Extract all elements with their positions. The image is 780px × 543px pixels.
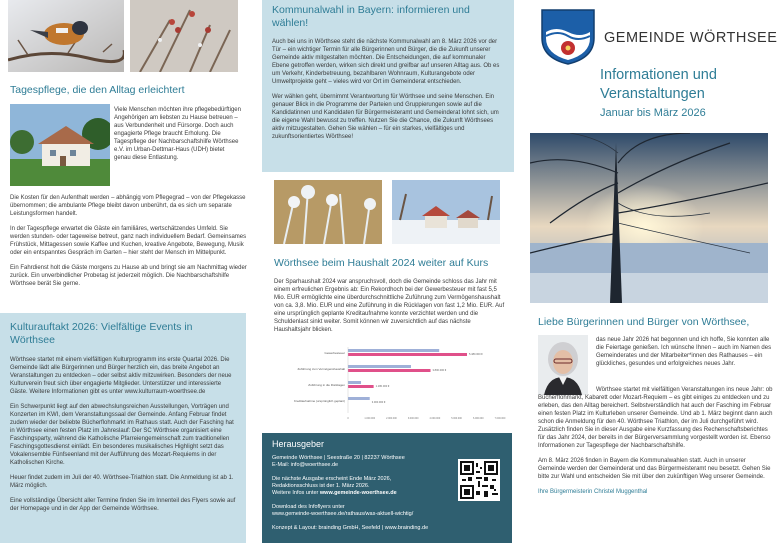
- winter-lake-photo: [530, 133, 768, 303]
- flyer-title: [600, 66, 770, 121]
- qr-code[interactable]: [458, 459, 500, 501]
- chart-tick-label: 3.000.000: [407, 417, 419, 420]
- tagespflege-paragraph: Die Kosten für den Aufenthalt werden – abhängig vom Pflegegrad – von der Pflegekasse übernommen; die ambulante Pflege bleibt davon unberührt, da es sich um separate Leistungsformen handelt.: [10, 195, 246, 217]
- tagespflege-title: Tagespflege, die den Alltag erleichtert: [10, 84, 185, 96]
- herausgeber-box: [262, 433, 512, 543]
- tagespflege-body: [10, 194, 248, 295]
- chart-category-label: Kreditaufnahme (ursprünglich geplant): [293, 399, 345, 403]
- download-link[interactable]: www.gemeinde-woerthsee.de/rathaus/was-aktuell-wichtig/: [272, 511, 414, 517]
- wahl-paragraph: Auch bei uns in Wörthsee steht die nächste Kommunalwahl am 8. März 2026 vor der Tür – ein wichtiger Termin für alle Bürgerinnen und Bürger, die die Zukunft unserer Gemeinde aktiv mitgestalten möchten. Die Entscheidungen, die auf kommunaler Ebene getroffen werden, wirken sich direkt und greifbar auf unseren Alltag aus. Ob es um Verkehr, Kinderbetreuung, bezahlbaren Wohnraum, Kulturangebote oder Umweltprojekte geht – vieles wird vor Ort im Gemeinderat entschieden.: [272, 39, 500, 85]
- right-column: [520, 0, 780, 543]
- herausgeber-email: E-Mail: info@woerthsee.de: [272, 462, 339, 468]
- chart-tick-label: 0: [347, 417, 349, 420]
- haushalt-body: [274, 278, 506, 341]
- kultur-paragraph: Heuer findet zudem im Juli der 40. Wörthsee-Triathlon statt. Die Anmeldung ist ab 1. März möglich.: [10, 475, 234, 489]
- haushalt-paragraph: Der Sparhaushalt 2024 war anspruchsvoll, doch die Gemeinde schloss das Jahr mit einem erfreulichen Ergebnis ab: Ein Rekordhoch bei der Gewerbesteuer mit fast 5,5 Mio. EUR ermöglichte eine überdurchschnittliche Zuführung zum Vermögenshaushalt von ca. 3,8. Mio. EUR und eine Zuführung in die Rücklagen von fast 1,2 Mio. EUR. Auf eine ursprünglich geplante Kreditaufnahme konnte verzichtet werden und die Schuldenlast sinkt weiter. Somit können wir zuversichtlich auf das nächste Haushaltsjahr blicken.: [274, 279, 505, 333]
- herausgeber-address: Gemeinde Wörthsee | Seestraße 20 | 82237 Wörthsee: [272, 455, 405, 461]
- chart-bar-ergebnis: [348, 353, 467, 356]
- haushalt-title: Wörthsee beim Haushalt 2024 weiter auf Kurs: [274, 257, 489, 269]
- letter-intro: das neue Jahr 2026 hat begonnen und ich hoffe, Sie konnten alle die Feiertage genießen. Ich wünsche Ihnen – auch im Namen des Gemeinderates und der Mitarbeiter*innen des Rathauses – ein glückliches, gesundes und erfolgreiches neues Jahr.: [596, 337, 772, 367]
- mayor-signature: Ihre Bürgermeisterin Christel Muggenthal: [538, 489, 648, 495]
- tagespflege-section: [10, 84, 250, 97]
- wahl-box: [262, 0, 514, 172]
- website-link[interactable]: www.gemeinde-woerthsee.de: [319, 490, 397, 496]
- more-info-text: [272, 490, 452, 497]
- letter-body: [538, 386, 774, 503]
- house-photo: [10, 104, 110, 186]
- flyer-title-line1: Informationen und: [600, 67, 717, 83]
- haushalt-chart: [274, 345, 506, 425]
- kultur-paragraph: Eine vollständige Übersicht aller Termine finden Sie im Innenteil des Flyers sowie auf der Homepage und in der App der Gemeinde Wörthsee.: [10, 498, 236, 512]
- flyer-subtitle: Januar bis März 2026: [600, 107, 706, 119]
- chart-bar-plan: [348, 349, 439, 352]
- chart-tick-label: 5.000.000: [451, 417, 462, 420]
- more-info-label: Weitere Infos unter: [272, 490, 320, 496]
- chart-bar-plan: [348, 365, 411, 368]
- chart-bar-plan: [348, 397, 370, 400]
- frozen-plants-photo: [274, 180, 382, 244]
- chart-category-label: Gewerbesteuer: [324, 351, 345, 355]
- chart-data-label: 1.180.000 €: [375, 385, 390, 388]
- chart-category-label: Zuführung zum Vermögenshaushalt: [297, 367, 345, 371]
- bird-on-branch-photo: [8, 0, 124, 72]
- chart-tick-label: 2.000.000: [386, 417, 397, 420]
- snowy-village-photo: [392, 180, 500, 244]
- flyer-title-line2: Veranstaltungen: [600, 86, 705, 102]
- letter-title: Liebe Bürgerinnen und Bürger von Wörthsee,: [538, 316, 750, 328]
- kultur-paragraph: Wörthsee startet mit einem vielfältigen Kulturprogramm ins erste Quartal 2026. Die Gemeinde lädt alle Bürgerinnen und Bürger herzlich ein, das breite Angebot an Veranstaltungen zu entdecken – oder selbst aktiv mitzuwirken. Besonders der neue Kulturverein freut sich über engagierte Mitglieder. Unterstützer und interessierte Gäste. Weitere Informationen gibt es unter www.kulturraum-woerthsee.de: [10, 357, 232, 395]
- letter-paragraph: Wörthsee startet mit vielfältigen Veranstaltungen ins neue Jahr: ob Bücherflohmarkt, Kabarett oder Mozart-Requiem – es gibt einiges zu entdecken und zu erleben, das den Alltag bereichert. Selbstverständlich hat auch der Fasching im Februar einen festen Platz im Kulturleben unserer Gemeinde. Und ab 1. März beginnt dann auch schon die Anmeldung für den 40. Wörthsee Triathlon, der im Juli durchgeführt wird. Zusätzlich finden Sie in dieser Ausgabe eine Kurzfassung des Rechenschaftsberichtes für das Jahr 2024, der bereits in der Bürgerversammlung vorgestellt worden ist. Ebenso Informationen zur Tagespflege der Nachbarschaftshilfe.: [538, 387, 773, 449]
- chart-data-label: 3.800.000 €: [432, 369, 447, 372]
- chart-tick-label: 1.000.000: [364, 417, 376, 420]
- herausgeber-title: Herausgeber: [272, 439, 325, 449]
- chart-bar-ergebnis: [348, 385, 374, 388]
- chart-data-label: 5.480.000 €: [468, 353, 483, 356]
- frosted-berries-photo: [130, 0, 238, 72]
- tagespflege-paragraph: In der Tagespflege erwartet die Gäste ein familiäres, wertschätzendes Umfeld. Sie werden stunden- oder tageweise betreut, ganz nach individuellem Bedarf. Gemeinsames Frühstück, Mittagessen sowie Kaffee und Kuchen, kreative Angebote, Bewegung, Musik oder ein entspanntes Gespräch im Garten – hier steht der Mensch im Mittelpunkt.: [10, 226, 247, 256]
- chart-data-label: 3.000.000 €: [371, 401, 386, 404]
- gemeinde-name: GEMEINDE WÖRTHSEE: [604, 30, 778, 46]
- kultur-title: Kulturauftakt 2026: Vielfältige Events in Wörthsee: [10, 321, 193, 346]
- chart-tick-label: 7.000.000: [494, 417, 506, 420]
- tagespflege-paragraph: Ein Fahrdienst holt die Gäste morgens zu Hause ab und bringt sie am Nachmittag wieder zurück. Ein unverbindlicher Probetag ist jederzeit möglich. Die Nachbarschaftshilfe Wörthsee berät Sie gerne.: [10, 265, 247, 287]
- download-label: Download des Infoflyers unter: [272, 504, 345, 510]
- chart-tick-label: 6.000.000: [472, 417, 484, 420]
- kultur-box: [0, 313, 246, 543]
- chart-tick-label: 4.000.000: [429, 417, 441, 420]
- left-column: [0, 0, 256, 543]
- chart-category-label: Zuführung in die Rücklagen: [308, 383, 345, 387]
- chart-bar-plan: [348, 381, 361, 384]
- middle-column: [262, 0, 514, 543]
- wahl-title: Kommunalwahl in Bayern: informieren und wählen!: [272, 4, 470, 29]
- gemeinde-logo: [538, 8, 598, 71]
- next-issue-text: Die nächste Ausgabe erscheint Ende März 2026,: [272, 476, 392, 482]
- wahl-paragraph: Wer wählen geht, übernimmt Verantwortung für Wörthsee und seine Menschen. Ein genauer Blick in die Programme der Parteien und Gruppierungen sowie auf die Kandidatinnen und Kandidaten für Bürgermeisteramt und Gemeinderat lohnt sich, um die eigene Wahl bewusst zu treffen. Nutzen Sie die Chance, die Zukunft Wörthsees aktiv mitzugestalten. Gehen Sie wählen – für ein starkes, vielfältiges und zukunftsorientiertes Wörthsee!: [272, 94, 499, 140]
- tagespflege-intro: Viele Menschen möchten ihre pflegebedürftigen Angehörigen am liebsten zu Hause betreuen – aus Verbundenheit und Fürsorge. Doch auch engagierte Pflege braucht Erholung. Die Tagespflege der Nachbarschaftshilfe Wörthsee e.V. im Urban-Dettmar-Haus (UDH) bietet genau diese Entlastung.: [114, 107, 241, 161]
- deadline-text: Redaktionsschluss ist der 1. März 2026.: [272, 483, 370, 489]
- kultur-paragraph: Ein Schwerpunkt liegt auf den abwechslungsreichen Ausstellungen, Vorträgen und Konzerten im KWI, dem Veranstaltungssaal der Gemeinde. Anfang Februar findet zudem wieder der beliebte Bücherflohmarkt im Rathaus statt. Auch der Fasching hat in Wörthsee einen festen Platz im Jahreslauf: Der SC Wörthsee organisiert eine Faschingsparty, während die Katholische Pfarreiengemeinschaft zum traditionellen Faschingsgottesdienst einlädt. Ein besonderes musikalisches Highlight setzt das Vokalensemble Fünfseenland mit der Aufführung des Mozart-Requiems in der Katholischen Kirche.: [10, 404, 234, 466]
- letter-paragraph: Am 8. März 2026 finden in Bayern die Kommunalwahlen statt. Auch in unserer Gemeinde werden der Gemeinderat und das Bürgermeisteramt neu besetzt. Gehen Sie bitte zur Wahl und entscheiden Sie mit über den zukünftigen Weg unserer Gemeinde.: [538, 458, 771, 480]
- chart-bar-ergebnis: [348, 369, 431, 372]
- layout-credit: Konzept & Layout: brainding GmbH, Seefeld | www.brainding.de: [272, 525, 429, 531]
